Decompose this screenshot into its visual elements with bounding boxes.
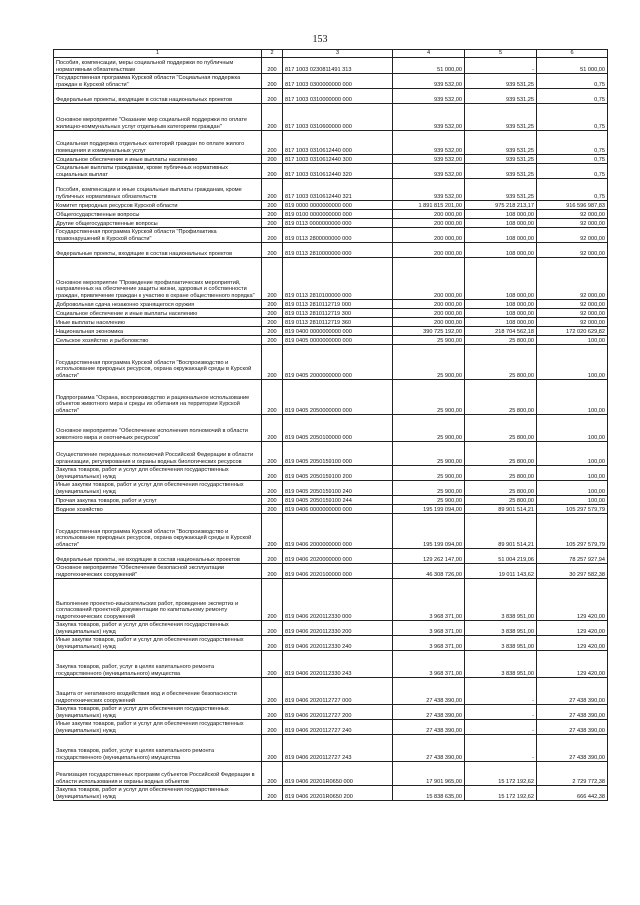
row-unexecuted-cell: 27 438 390,00 xyxy=(537,678,608,705)
row-approved-cell: 27 438 390,00 xyxy=(393,678,465,705)
table-row xyxy=(54,74,608,89)
row-code-line-cell: 200 xyxy=(262,327,283,336)
row-name-cell: Пособия, компенсации, меры социальной поддержки по публичным нормативным обязательствам xyxy=(54,58,262,74)
row-budget-code-cell: 817 1003 0310612440 320 xyxy=(283,164,393,179)
row-budget-code-cell: 819 0113 2810112719 300 xyxy=(283,309,393,318)
row-code-line-cell: 200 xyxy=(262,514,283,549)
row-executed-cell: 25 800,00 xyxy=(465,496,537,505)
row-name-cell: Прочая закупка товаров, работ и услуг xyxy=(54,496,262,505)
row-name-cell: Закупка товаров, работ и услуг для обеспечения государственных (муниципальных) нужд xyxy=(54,621,262,636)
row-name-cell: Выполнение проектно-изыскательских работ, проведение экспертиз и согласований проектной документации по капитальному ремонту гидротехнических сооружений xyxy=(54,579,262,621)
row-name-cell: Социальное обеспечение и иные выплаты населению xyxy=(54,309,262,318)
row-unexecuted-cell: 92 000,00 xyxy=(537,219,608,228)
row-approved-cell: 195 199 094,00 xyxy=(393,505,465,514)
row-name-cell: Закупка товаров, работ, услуг в целях капитального ремонта государственного (муниципального) имущества xyxy=(54,735,262,762)
row-approved-cell: 390 725 192,00 xyxy=(393,327,465,336)
row-executed-cell: - xyxy=(465,705,537,720)
row-approved-cell: 25 900,00 xyxy=(393,481,465,496)
row-code-line-cell: 200 xyxy=(262,164,283,179)
row-name-cell: Сельское хозяйство и рыболовство xyxy=(54,336,262,345)
row-executed-cell: 25 800,00 xyxy=(465,442,537,466)
row-approved-cell: 939 532,00 xyxy=(393,131,465,155)
row-approved-cell: 3 968 371,00 xyxy=(393,651,465,678)
table-row xyxy=(54,309,608,318)
table-row xyxy=(54,651,608,678)
row-executed-cell: 25 800,00 xyxy=(465,466,537,481)
row-approved-cell: 25 900,00 xyxy=(393,496,465,505)
row-name-cell: Основное мероприятие "Обеспечение исполнения полномочий в области животного мира и охотничьих ресурсов" xyxy=(54,415,262,442)
row-name-cell: Общегосударственные вопросы xyxy=(54,210,262,219)
row-executed-cell: 19 011 143,62 xyxy=(465,564,537,579)
row-approved-cell: 200 000,00 xyxy=(393,219,465,228)
row-code-line-cell: 200 xyxy=(262,549,283,564)
row-budget-code-cell: 819 0406 2020112330 000 xyxy=(283,579,393,621)
row-unexecuted-cell: 129 420,00 xyxy=(537,579,608,621)
row-executed-cell: 108 000,00 xyxy=(465,300,537,309)
row-budget-code-cell: 819 0406 2020112727 240 xyxy=(283,720,393,735)
row-approved-cell: 129 262 147,00 xyxy=(393,549,465,564)
row-budget-code-cell: 817 1003 0310612440 321 xyxy=(283,179,393,201)
row-approved-cell: 939 532,00 xyxy=(393,179,465,201)
row-code-line-cell: 200 xyxy=(262,380,283,415)
table-row xyxy=(54,300,608,309)
row-executed-cell: 108 000,00 xyxy=(465,309,537,318)
row-name-cell: Иные закупки товаров, работ и услуг для обеспечения государственных (муниципальных) нужд xyxy=(54,636,262,651)
row-code-line-cell: 200 xyxy=(262,336,283,345)
row-unexecuted-cell: 27 438 390,00 xyxy=(537,735,608,762)
row-executed-cell: 3 838 951,00 xyxy=(465,579,537,621)
row-executed-cell: - xyxy=(465,735,537,762)
row-executed-cell: - xyxy=(465,720,537,735)
row-name-cell: Государственная программа Курской области "Воспроизводство и использование природных ресурсов, охрана окружающей среды в Курской области" xyxy=(54,514,262,549)
row-budget-code-cell: 819 0113 2810112719 000 xyxy=(283,300,393,309)
row-unexecuted-cell: 0,75 xyxy=(537,155,608,164)
row-budget-code-cell: 819 0113 2800000000 000 xyxy=(283,228,393,243)
table-row xyxy=(54,564,608,579)
row-budget-code-cell: 819 0405 2050159100 000 xyxy=(283,442,393,466)
row-unexecuted-cell: 0,75 xyxy=(537,89,608,104)
row-budget-code-cell: 819 0405 0000000000 000 xyxy=(283,336,393,345)
row-unexecuted-cell: 129 420,00 xyxy=(537,651,608,678)
row-code-line-cell: 200 xyxy=(262,210,283,219)
row-budget-code-cell: 819 0406 2020000000 000 xyxy=(283,549,393,564)
row-executed-cell: 939 531,25 xyxy=(465,131,537,155)
row-unexecuted-cell: 100,00 xyxy=(537,481,608,496)
column-header: 6 xyxy=(537,50,608,58)
row-budget-code-cell: 819 0405 2050159100 240 xyxy=(283,481,393,496)
table-row xyxy=(54,58,608,74)
row-budget-code-cell: 819 0400 0000000000 000 xyxy=(283,327,393,336)
table-row xyxy=(54,496,608,505)
row-code-line-cell: 200 xyxy=(262,505,283,514)
row-unexecuted-cell: 92 000,00 xyxy=(537,258,608,300)
row-name-cell: Закупка товаров, работ и услуг для обеспечения государственных (муниципальных) нужд xyxy=(54,786,262,801)
row-code-line-cell: 200 xyxy=(262,636,283,651)
row-approved-cell: 25 900,00 xyxy=(393,442,465,466)
row-unexecuted-cell: 92 000,00 xyxy=(537,300,608,309)
row-budget-code-cell: 817 1003 0300000000 000 xyxy=(283,74,393,89)
row-code-line-cell: 200 xyxy=(262,735,283,762)
row-approved-cell: 200 000,00 xyxy=(393,210,465,219)
row-unexecuted-cell: 666 442,38 xyxy=(537,786,608,801)
row-executed-cell: 108 000,00 xyxy=(465,219,537,228)
row-executed-cell: 108 000,00 xyxy=(465,210,537,219)
row-code-line-cell: 200 xyxy=(262,496,283,505)
row-approved-cell: 939 532,00 xyxy=(393,164,465,179)
page-number: 153 xyxy=(312,34,328,45)
table-row xyxy=(54,210,608,219)
row-approved-cell: 25 900,00 xyxy=(393,415,465,442)
row-code-line-cell: 200 xyxy=(262,258,283,300)
row-code-line-cell: 200 xyxy=(262,720,283,735)
row-unexecuted-cell: 105 297 579,79 xyxy=(537,505,608,514)
row-executed-cell: 15 172 192,62 xyxy=(465,762,537,786)
row-name-cell: Федеральные проекты, не входящие в состав национальных проектов xyxy=(54,549,262,564)
row-code-line-cell: 200 xyxy=(262,621,283,636)
row-name-cell: Основное мероприятие "Обеспечение безопасной эксплуатации гидротехнических сооружений" xyxy=(54,564,262,579)
table-row xyxy=(54,705,608,720)
row-executed-cell: 25 800,00 xyxy=(465,481,537,496)
row-name-cell: Федеральные проекты, входящие в состав национальных проектов xyxy=(54,89,262,104)
row-approved-cell: 939 532,00 xyxy=(393,155,465,164)
row-unexecuted-cell: 0,75 xyxy=(537,164,608,179)
row-approved-cell: 1 891 815 201,00 xyxy=(393,201,465,210)
row-code-line-cell: 200 xyxy=(262,786,283,801)
row-executed-cell: 939 531,25 xyxy=(465,89,537,104)
row-budget-code-cell: 817 1003 0310612440 000 xyxy=(283,131,393,155)
row-unexecuted-cell: 0,75 xyxy=(537,74,608,89)
row-name-cell: Другие общегосударственные вопросы xyxy=(54,219,262,228)
row-approved-cell: 27 438 390,00 xyxy=(393,735,465,762)
row-code-line-cell: 200 xyxy=(262,219,283,228)
table-row xyxy=(54,442,608,466)
row-budget-code-cell: 817 1003 0310612440 300 xyxy=(283,155,393,164)
row-executed-cell: 89 901 514,21 xyxy=(465,514,537,549)
row-name-cell: Иные закупки товаров, работ и услуг для обеспечения государственных (муниципальных) нужд xyxy=(54,481,262,496)
row-budget-code-cell: 819 0113 2810112719 360 xyxy=(283,318,393,327)
row-unexecuted-cell: 172 020 629,82 xyxy=(537,327,608,336)
budget-table xyxy=(53,49,608,801)
row-code-line-cell: 200 xyxy=(262,415,283,442)
row-executed-cell: 15 172 192,62 xyxy=(465,786,537,801)
row-approved-cell: 25 900,00 xyxy=(393,336,465,345)
row-code-line-cell: 200 xyxy=(262,89,283,104)
row-unexecuted-cell: 100,00 xyxy=(537,466,608,481)
table-row xyxy=(54,636,608,651)
table-row xyxy=(54,549,608,564)
row-code-line-cell: 200 xyxy=(262,564,283,579)
table-row xyxy=(54,380,608,415)
row-name-cell: Закупка товаров, работ и услуг для обеспечения государственных (муниципальных) нужд xyxy=(54,705,262,720)
row-code-line-cell: 200 xyxy=(262,579,283,621)
row-unexecuted-cell: 100,00 xyxy=(537,380,608,415)
row-code-line-cell: 200 xyxy=(262,131,283,155)
row-name-cell: Водное хозяйство xyxy=(54,505,262,514)
row-code-line-cell: 200 xyxy=(262,243,283,258)
row-executed-cell: 939 531,25 xyxy=(465,155,537,164)
row-approved-cell: 15 838 635,00 xyxy=(393,786,465,801)
row-unexecuted-cell: 92 000,00 xyxy=(537,228,608,243)
row-unexecuted-cell: 129 420,00 xyxy=(537,636,608,651)
table-row xyxy=(54,735,608,762)
row-code-line-cell: 200 xyxy=(262,179,283,201)
row-code-line-cell: 200 xyxy=(262,309,283,318)
table-row xyxy=(54,466,608,481)
row-code-line-cell: 200 xyxy=(262,318,283,327)
row-budget-code-cell: 817 1003 0230811491 313 xyxy=(283,58,393,74)
table-row xyxy=(54,336,608,345)
row-budget-code-cell: 819 0406 2020112330 200 xyxy=(283,621,393,636)
row-name-cell: Основное мероприятие "Проведение профилактических мероприятий, направленных на обеспечение защиты жизни, здоровья и собственности граждан, привлечение граждан к участию в охране общественного порядка" xyxy=(54,258,262,300)
column-header: 2 xyxy=(262,50,283,58)
row-code-line-cell: 200 xyxy=(262,705,283,720)
row-approved-cell: 25 900,00 xyxy=(393,380,465,415)
table-row xyxy=(54,678,608,705)
row-code-line-cell: 200 xyxy=(262,678,283,705)
column-header: 5 xyxy=(465,50,537,58)
row-unexecuted-cell: 2 729 772,38 xyxy=(537,762,608,786)
row-budget-code-cell: 819 0406 20201R0650 200 xyxy=(283,786,393,801)
row-approved-cell: 27 438 390,00 xyxy=(393,720,465,735)
row-executed-cell: 3 838 951,00 xyxy=(465,636,537,651)
row-code-line-cell: 200 xyxy=(262,300,283,309)
row-approved-cell: 200 000,00 xyxy=(393,228,465,243)
row-approved-cell: 27 438 390,00 xyxy=(393,705,465,720)
row-budget-code-cell: 819 0406 2020112727 243 xyxy=(283,735,393,762)
row-budget-code-cell: 819 0113 0000000000 000 xyxy=(283,219,393,228)
row-approved-cell: 200 000,00 xyxy=(393,258,465,300)
row-code-line-cell: 200 xyxy=(262,155,283,164)
row-executed-cell: 51 004 219,06 xyxy=(465,549,537,564)
table-row xyxy=(54,155,608,164)
row-unexecuted-cell: 92 000,00 xyxy=(537,210,608,219)
row-unexecuted-cell: 129 420,00 xyxy=(537,621,608,636)
row-approved-cell: 3 968 371,00 xyxy=(393,579,465,621)
table-row xyxy=(54,415,608,442)
row-budget-code-cell: 819 0406 2020112330 243 xyxy=(283,651,393,678)
row-unexecuted-cell: 105 297 579,79 xyxy=(537,514,608,549)
row-executed-cell: 25 800,00 xyxy=(465,345,537,380)
row-approved-cell: 200 000,00 xyxy=(393,309,465,318)
row-budget-code-cell: 819 0406 2020112727 000 xyxy=(283,678,393,705)
row-executed-cell: 108 000,00 xyxy=(465,243,537,258)
row-unexecuted-cell: 78 257 927,94 xyxy=(537,549,608,564)
row-name-cell: Иные закупки товаров, работ и услуг для обеспечения государственных (муниципальных) нужд xyxy=(54,720,262,735)
row-unexecuted-cell: 100,00 xyxy=(537,415,608,442)
row-approved-cell: 200 000,00 xyxy=(393,300,465,309)
row-unexecuted-cell: 27 438 390,00 xyxy=(537,705,608,720)
table-row xyxy=(54,762,608,786)
table-row xyxy=(54,505,608,514)
row-name-cell: Закупка товаров, работ, услуг в целях капитального ремонта государственного (муниципального) имущества xyxy=(54,651,262,678)
row-executed-cell: - xyxy=(465,678,537,705)
row-approved-cell: 25 900,00 xyxy=(393,345,465,380)
row-name-cell: Подпрограмма "Охрана, воспроизводство и рациональное использование объектов животного мира и среды их обитания на территории Курской области" xyxy=(54,380,262,415)
row-unexecuted-cell: 92 000,00 xyxy=(537,309,608,318)
row-executed-cell: 108 000,00 xyxy=(465,318,537,327)
row-unexecuted-cell: 30 297 582,38 xyxy=(537,564,608,579)
row-executed-cell: - xyxy=(465,58,537,74)
row-budget-code-cell: 819 0113 2810000000 000 xyxy=(283,243,393,258)
column-header: 3 xyxy=(283,50,393,58)
row-name-cell: Государственная программа Курской области "Профилактика правонарушений в Курской области" xyxy=(54,228,262,243)
row-unexecuted-cell: 51 000,00 xyxy=(537,58,608,74)
row-budget-code-cell: 819 0405 2050159100 244 xyxy=(283,496,393,505)
row-budget-code-cell: 817 1003 0310000000 000 xyxy=(283,89,393,104)
table-body xyxy=(54,58,608,801)
row-executed-cell: 89 901 514,21 xyxy=(465,505,537,514)
row-code-line-cell: 200 xyxy=(262,58,283,74)
row-approved-cell: 939 532,00 xyxy=(393,89,465,104)
table-row xyxy=(54,258,608,300)
row-executed-cell: 939 531,25 xyxy=(465,164,537,179)
row-executed-cell: 3 838 951,00 xyxy=(465,651,537,678)
row-approved-cell: 17 901 965,00 xyxy=(393,762,465,786)
row-unexecuted-cell: 27 438 390,00 xyxy=(537,720,608,735)
table-row xyxy=(54,131,608,155)
row-budget-code-cell: 819 0406 2020112330 240 xyxy=(283,636,393,651)
row-executed-cell: 939 531,25 xyxy=(465,104,537,131)
row-code-line-cell: 200 xyxy=(262,466,283,481)
row-approved-cell: 939 532,00 xyxy=(393,104,465,131)
row-executed-cell: 975 218 213,17 xyxy=(465,201,537,210)
table-row xyxy=(54,621,608,636)
row-approved-cell: 3 968 371,00 xyxy=(393,636,465,651)
row-budget-code-cell: 819 0100 0000000000 000 xyxy=(283,210,393,219)
row-unexecuted-cell: 0,75 xyxy=(537,104,608,131)
row-approved-cell: 200 000,00 xyxy=(393,318,465,327)
row-name-cell: Защита от негативного воздействия вод и обеспечение безопасности гидротехнических сооружений xyxy=(54,678,262,705)
table-row xyxy=(54,345,608,380)
row-code-line-cell: 200 xyxy=(262,228,283,243)
row-budget-code-cell: 819 0113 2810100000 000 xyxy=(283,258,393,300)
row-approved-cell: 51 000,00 xyxy=(393,58,465,74)
row-approved-cell: 3 968 371,00 xyxy=(393,621,465,636)
row-code-line-cell: 200 xyxy=(262,104,283,131)
table-row xyxy=(54,219,608,228)
row-name-cell: Социальное обеспечение и иные выплаты населению xyxy=(54,155,262,164)
row-executed-cell: 3 838 951,00 xyxy=(465,621,537,636)
row-budget-code-cell: 819 0000 0000000000 000 xyxy=(283,201,393,210)
table-row xyxy=(54,179,608,201)
row-budget-code-cell: 819 0405 2050000000 000 xyxy=(283,380,393,415)
row-code-line-cell: 200 xyxy=(262,481,283,496)
row-executed-cell: 108 000,00 xyxy=(465,258,537,300)
column-number-row xyxy=(54,50,608,58)
row-executed-cell: 25 800,00 xyxy=(465,415,537,442)
row-name-cell: Социальные выплаты гражданам, кроме публичных нормативных социальных выплат xyxy=(54,164,262,179)
row-name-cell: Национальная экономика xyxy=(54,327,262,336)
row-code-line-cell: 200 xyxy=(262,651,283,678)
row-executed-cell: 218 704 562,18 xyxy=(465,327,537,336)
row-budget-code-cell: 819 0406 20201R0650 000 xyxy=(283,762,393,786)
row-unexecuted-cell: 916 596 987,83 xyxy=(537,201,608,210)
row-name-cell: Основное мероприятие "Оказание мер социальной поддержки по оплате жилищно-коммунальных услуг отдельным категориям граждан" xyxy=(54,104,262,131)
table-row xyxy=(54,786,608,801)
row-name-cell: Иные выплаты населению xyxy=(54,318,262,327)
table-row xyxy=(54,318,608,327)
row-code-line-cell: 200 xyxy=(262,762,283,786)
row-unexecuted-cell: 92 000,00 xyxy=(537,318,608,327)
row-budget-code-cell: 819 0406 0000000000 000 xyxy=(283,505,393,514)
row-approved-cell: 200 000,00 xyxy=(393,243,465,258)
row-name-cell: Пособия, компенсации и иные социальные выплаты гражданам, кроме публичных нормативных обязательств xyxy=(54,179,262,201)
table-row xyxy=(54,228,608,243)
row-name-cell: Реализация государственных программ субъектов Российской Федерации в области использования и охраны водных объектов xyxy=(54,762,262,786)
table-row xyxy=(54,164,608,179)
row-unexecuted-cell: 0,75 xyxy=(537,131,608,155)
row-unexecuted-cell: 100,00 xyxy=(537,496,608,505)
row-executed-cell: 939 531,25 xyxy=(465,179,537,201)
row-budget-code-cell: 819 0406 2000000000 000 xyxy=(283,514,393,549)
table-row xyxy=(54,514,608,549)
row-unexecuted-cell: 100,00 xyxy=(537,336,608,345)
row-code-line-cell: 200 xyxy=(262,201,283,210)
row-executed-cell: 108 000,00 xyxy=(465,228,537,243)
row-unexecuted-cell: 100,00 xyxy=(537,442,608,466)
row-unexecuted-cell: 92 000,00 xyxy=(537,243,608,258)
table-row xyxy=(54,327,608,336)
row-budget-code-cell: 819 0405 2000000000 000 xyxy=(283,345,393,380)
row-code-line-cell: 200 xyxy=(262,74,283,89)
table-row xyxy=(54,89,608,104)
table-row xyxy=(54,579,608,621)
row-name-cell: Закупка товаров, работ и услуг для обеспечения государственных (муниципальных) нужд xyxy=(54,466,262,481)
row-name-cell: Осуществление переданных полномочий Российской Федерации в области организации, регулирования и охраны водных биологических ресурсов xyxy=(54,442,262,466)
row-name-cell: Государственная программа Курской области "Воспроизводство и использование природных ресурсов, охрана окружающей среды в Курской области" xyxy=(54,345,262,380)
row-executed-cell: 25 800,00 xyxy=(465,380,537,415)
row-budget-code-cell: 819 0405 2050100000 000 xyxy=(283,415,393,442)
table-row xyxy=(54,481,608,496)
row-budget-code-cell: 817 1003 0310600000 000 xyxy=(283,104,393,131)
row-budget-code-cell: 819 0406 2020100000 000 xyxy=(283,564,393,579)
row-name-cell: Комитет природных ресурсов Курской области xyxy=(54,201,262,210)
row-approved-cell: 25 900,00 xyxy=(393,466,465,481)
table-row xyxy=(54,720,608,735)
row-budget-code-cell: 819 0406 2020112727 200 xyxy=(283,705,393,720)
table-row xyxy=(54,104,608,131)
row-name-cell: Государственная программа Курской области "Социальная поддержка граждан в Курской области" xyxy=(54,74,262,89)
row-approved-cell: 939 532,00 xyxy=(393,74,465,89)
row-approved-cell: 195 199 094,00 xyxy=(393,514,465,549)
row-budget-code-cell: 819 0405 2050159100 200 xyxy=(283,466,393,481)
row-code-line-cell: 200 xyxy=(262,442,283,466)
row-unexecuted-cell: 0,75 xyxy=(537,179,608,201)
row-executed-cell: 939 531,25 xyxy=(465,74,537,89)
table-row xyxy=(54,243,608,258)
row-name-cell: Федеральные проекты, входящие в состав национальных проектов xyxy=(54,243,262,258)
row-unexecuted-cell: 100,00 xyxy=(537,345,608,380)
row-executed-cell: 25 800,00 xyxy=(465,336,537,345)
row-approved-cell: 46 308 726,00 xyxy=(393,564,465,579)
table-row xyxy=(54,201,608,210)
column-header: 1 xyxy=(54,50,262,58)
row-name-cell: Социальная поддержка отдельных категорий граждан по оплате жилого помещения и коммунальных услуг xyxy=(54,131,262,155)
column-header: 4 xyxy=(393,50,465,58)
row-name-cell: Добровольная сдача незаконно хранящегося оружия xyxy=(54,300,262,309)
row-code-line-cell: 200 xyxy=(262,345,283,380)
